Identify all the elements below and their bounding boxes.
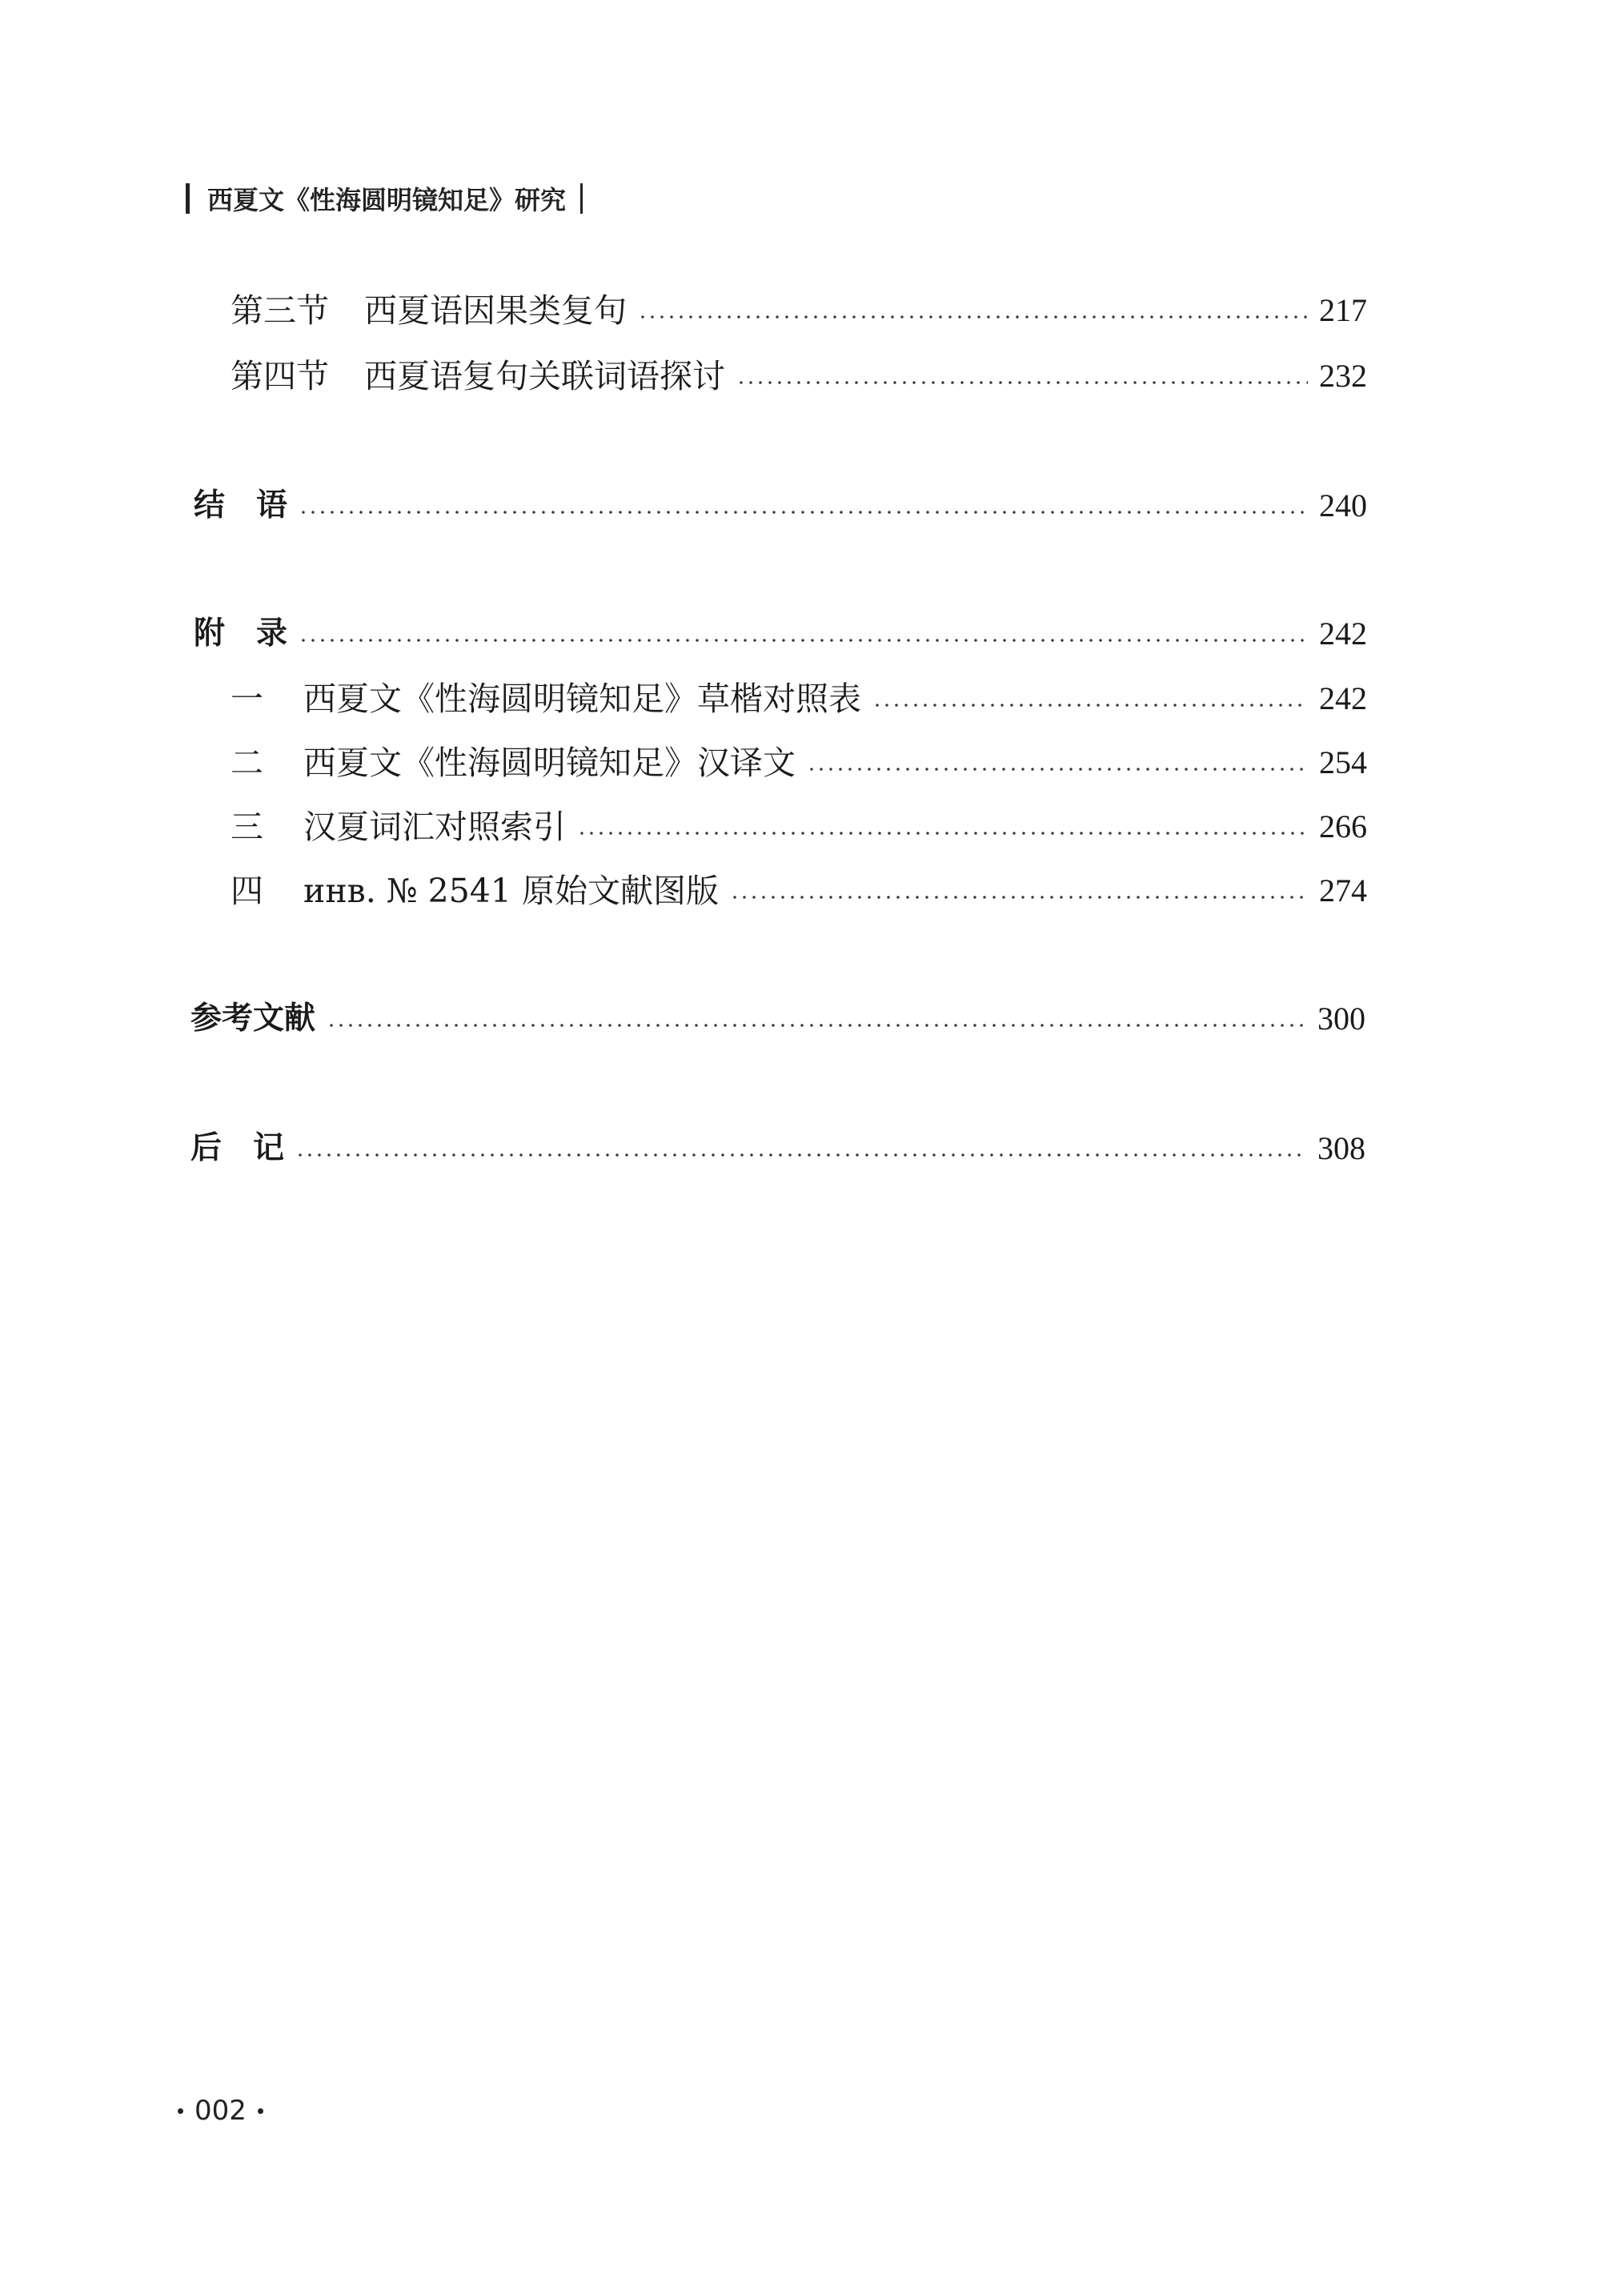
dot-leader (872, 703, 1308, 708)
dot-leader (730, 895, 1308, 900)
section-title: 西夏语复句关联词语探讨 (364, 357, 725, 395)
toc-entry-appendix-2[interactable] (231, 739, 1367, 787)
page-number: 240 (1319, 487, 1367, 523)
appendix-number: 四 (231, 872, 263, 910)
header-rule-right (580, 183, 583, 214)
dot-leader (736, 380, 1308, 385)
dot-leader (299, 510, 1308, 515)
appendix-title: инв. № 2541 原始文献图版 (303, 872, 720, 910)
chapter-title: 附 录 (194, 616, 288, 652)
toc-entry-appendix[interactable] (194, 610, 1367, 658)
dot-leader (807, 767, 1308, 772)
page-number: 308 (1317, 1130, 1365, 1166)
book-title: 西夏文《性海圆明镜知足》研究 (207, 185, 567, 215)
header-rule-left (186, 183, 190, 214)
appendix-number: 二 (231, 744, 263, 782)
appendix-title: 汉夏词汇对照索引 (303, 808, 566, 846)
page-number: 266 (1319, 808, 1367, 844)
folio (178, 2091, 263, 2131)
page-number: 242 (1319, 680, 1367, 716)
dot-leader (295, 1153, 1306, 1157)
folio-page-number: 002 (194, 2095, 247, 2127)
page-number: 242 (1319, 616, 1367, 652)
section-number: 第四节 (231, 357, 329, 395)
dot-leader (638, 315, 1308, 319)
toc-entry-label (231, 287, 627, 335)
folio-dot-right (258, 2108, 263, 2114)
page-number: 232 (1319, 358, 1367, 394)
dot-leader (299, 638, 1308, 643)
page-number: 217 (1319, 292, 1367, 328)
chapter-title: 后 记 (190, 1130, 285, 1166)
chapter-title: 结 语 (194, 487, 288, 523)
chapter-title: 参考文献 (190, 1001, 316, 1037)
toc-entry-label (231, 803, 566, 851)
toc-entry-appendix-4[interactable] (231, 867, 1367, 915)
toc-entry-section-4[interactable] (231, 352, 1367, 400)
appendix-title: 西夏文《性海圆明镜知足》汉译文 (303, 744, 796, 782)
folio-dot-left (178, 2108, 183, 2114)
toc-entry-appendix-3[interactable] (231, 803, 1367, 851)
toc-entry-appendix-1[interactable] (231, 675, 1367, 723)
toc-entry-label (231, 675, 861, 723)
page-number: 254 (1319, 744, 1367, 780)
toc-entry-references[interactable] (190, 995, 1365, 1043)
running-header (186, 178, 583, 219)
toc-entry-label (231, 867, 719, 915)
appendix-title: 西夏文《性海圆明镜知足》草楷对照表 (303, 680, 861, 718)
appendix-number: 三 (231, 808, 263, 846)
page-number: 300 (1317, 1001, 1365, 1037)
toc-entry-conclusion[interactable] (194, 482, 1367, 530)
section-number: 第三节 (231, 291, 329, 330)
dot-leader (577, 831, 1308, 836)
toc-entry-postscript[interactable] (190, 1125, 1365, 1173)
section-title: 西夏语因果类复句 (364, 291, 627, 330)
toc-entry-label (231, 739, 796, 787)
dot-leader (327, 1023, 1306, 1028)
page-number: 274 (1319, 872, 1367, 908)
appendix-number: 一 (231, 680, 263, 718)
toc-entry-label (231, 352, 725, 400)
toc-entry-section-3[interactable] (231, 287, 1367, 335)
